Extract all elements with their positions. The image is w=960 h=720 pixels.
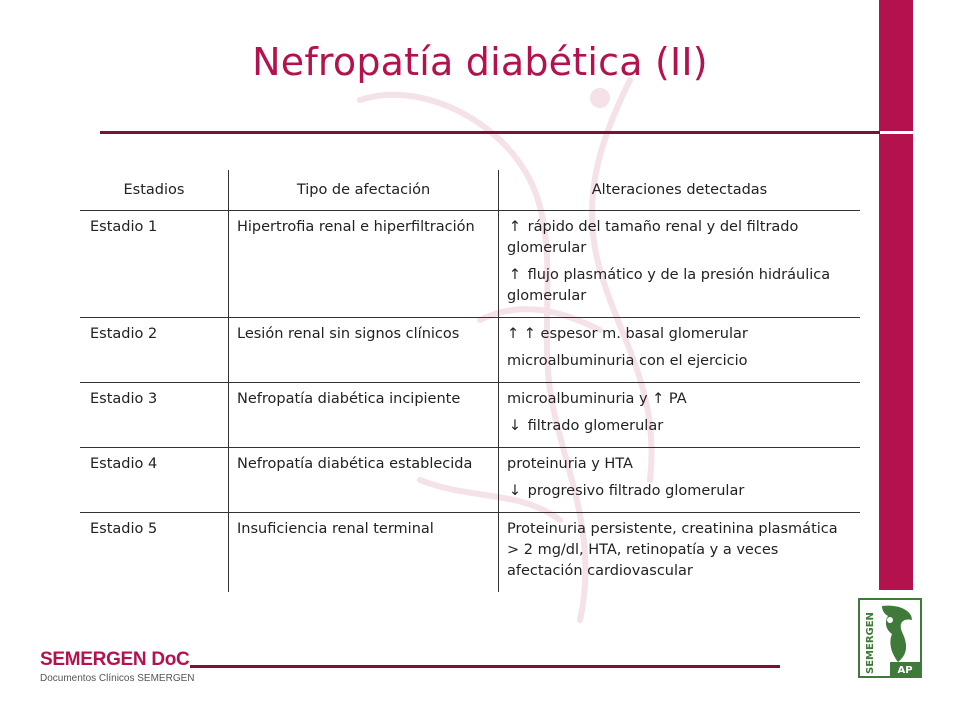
type-cell: Hipertrofia renal e hiperfiltración bbox=[229, 211, 499, 318]
alterations-cell bbox=[499, 513, 861, 593]
column-header-alterations: Alteraciones detectadas bbox=[591, 182, 768, 198]
alteration-text: Proteinuria persistente, creatinina plasmática > 2 mg/dl, HTA, retinopatía y a veces afectación cardiovascular bbox=[507, 521, 838, 579]
stage-cell: Estadio 2 bbox=[80, 318, 229, 383]
semergen-logo bbox=[858, 598, 922, 678]
alteration-text: microalbuminuria con el ejercicio bbox=[507, 353, 748, 369]
alterations-cell bbox=[499, 318, 861, 383]
stages-table bbox=[80, 170, 860, 592]
arrow-up-icon: ↑ bbox=[508, 219, 522, 235]
alteration-text: proteinuria y HTA bbox=[507, 456, 633, 472]
column-header-stage: Estadios bbox=[80, 170, 229, 211]
logo-dot-icon bbox=[887, 617, 893, 623]
alteration-item bbox=[507, 351, 852, 372]
table-row bbox=[80, 211, 860, 318]
alteration-text: flujo plasmático y de la presión hidráulica glomerular bbox=[507, 267, 831, 304]
alteration-text: progresivo filtrado glomerular bbox=[523, 483, 745, 499]
type-cell: Lesión renal sin signos clínicos bbox=[229, 318, 499, 383]
alterations-cell bbox=[499, 211, 861, 318]
double-arrow-up-icon: ↑ ↑ bbox=[507, 326, 536, 342]
logo-vertical-text: SEMERGEN bbox=[865, 612, 876, 674]
alteration-text: filtrado glomerular bbox=[523, 418, 664, 434]
alteration-item bbox=[507, 416, 852, 437]
stage-cell: Estadio 5 bbox=[80, 513, 229, 593]
alteration-item bbox=[507, 265, 852, 307]
arrow-up-icon: ↑ bbox=[508, 267, 522, 283]
table-row bbox=[80, 318, 860, 383]
table-header-row bbox=[80, 170, 860, 211]
alteration-item bbox=[507, 454, 852, 475]
title-divider bbox=[100, 131, 914, 134]
table-row bbox=[80, 513, 860, 593]
type-cell: Nefropatía diabética establecida bbox=[229, 448, 499, 513]
alterations-cell bbox=[499, 383, 861, 448]
type-cell: Insuficiencia renal terminal bbox=[229, 513, 499, 593]
type-cell: Nefropatía diabética incipiente bbox=[229, 383, 499, 448]
alteration-item bbox=[507, 519, 852, 582]
title-divider-gap bbox=[880, 131, 914, 134]
alteration-item bbox=[507, 217, 852, 259]
stage-cell: Estadio 1 bbox=[80, 211, 229, 318]
brand-block bbox=[40, 650, 195, 684]
stage-cell: Estadio 4 bbox=[80, 448, 229, 513]
alteration-text: espesor m. basal glomerular bbox=[535, 326, 748, 342]
logo-badge-text: AP bbox=[897, 665, 913, 676]
page-title: Nefropatía diabética (II) bbox=[252, 40, 708, 84]
brand-subtitle: Documentos Clínicos SEMERGEN bbox=[40, 673, 195, 684]
footer-divider bbox=[190, 665, 780, 668]
alterations-cell bbox=[499, 448, 861, 513]
alteration-item bbox=[507, 481, 852, 502]
alteration-text: microalbuminuria y ↑ PA bbox=[507, 391, 687, 407]
column-header-type: Tipo de afectación bbox=[229, 170, 499, 211]
stage-cell: Estadio 3 bbox=[80, 383, 229, 448]
arrow-down-icon: ↓ bbox=[508, 483, 522, 499]
brand-name: SEMERGEN DoC bbox=[40, 649, 190, 670]
alteration-text: rápido del tamaño renal y del filtrado glomerular bbox=[507, 219, 799, 256]
table-row bbox=[80, 383, 860, 448]
arrow-down-icon: ↓ bbox=[508, 418, 522, 434]
alteration-item bbox=[507, 389, 852, 410]
table-row bbox=[80, 448, 860, 513]
alteration-item bbox=[507, 324, 852, 345]
accent-side-bar bbox=[879, 0, 913, 590]
